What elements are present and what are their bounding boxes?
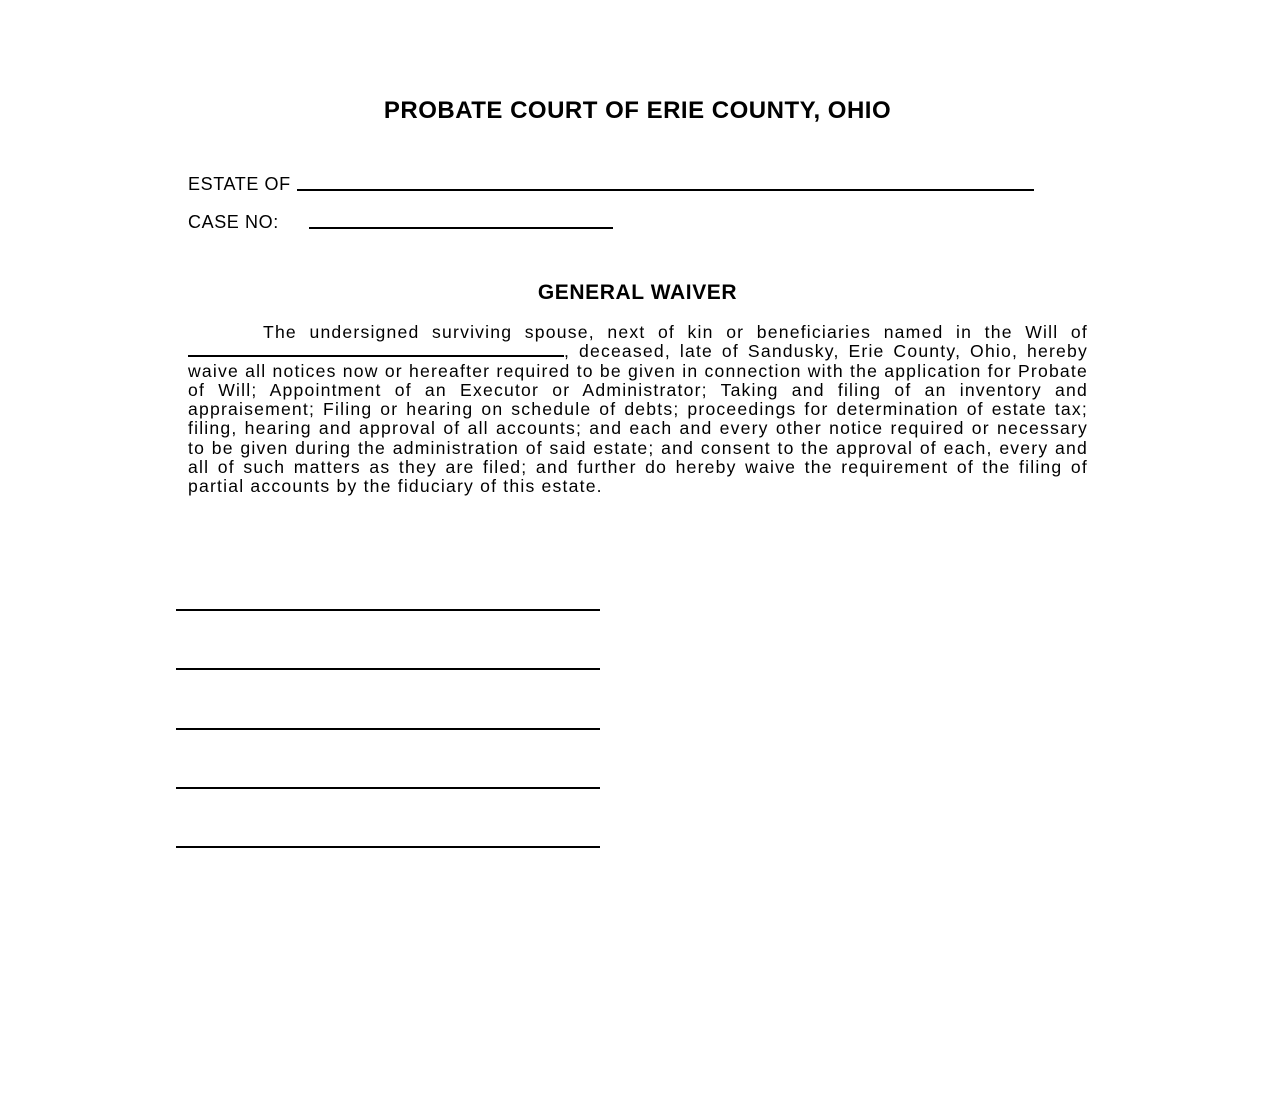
case-number-blank[interactable] [309,223,613,229]
case-no-label: CASE NO: [188,212,279,232]
waiver-title: GENERAL WAIVER [537,281,738,304]
signature-line[interactable] [176,846,600,848]
court-title: PROBATE COURT OF ERIE COUNTY, OHIO [383,97,892,124]
signature-line[interactable] [176,728,600,730]
waiver-body-paragraph [188,323,1088,496]
signature-line[interactable] [176,609,600,611]
estate-name-blank[interactable] [297,185,1034,191]
waiver-body-part2: , deceased, late of Sandusky, Erie County, Ohio, hereby waive all notices now or hereafter required to be given in connection with the application for Probate of Will; Appointment of an Executor or Administrator; Taking and filing of an inventory and appraisement; Filing or hearing on schedule of debts; proceedings for determination of estate tax; filing, hearing and approval of all accounts; and each and every other notice required or necessary to be given during the administration of said estate; and consent to the approval of each, every and all of such matters as they are filed; and further do hereby waive the requirement of the filing of partial accounts by the fiduciary of this estate. [188,341,1088,496]
case-no-row [188,209,613,233]
waiver-body-part1: The undersigned surviving spouse, next of kin or beneficiaries named in the Will of [263,322,1088,342]
estate-of-label: ESTATE OF [188,174,291,194]
estate-of-row [188,171,1034,195]
signature-line[interactable] [176,668,600,670]
signature-line[interactable] [176,787,600,789]
decedent-name-blank[interactable] [188,343,564,357]
